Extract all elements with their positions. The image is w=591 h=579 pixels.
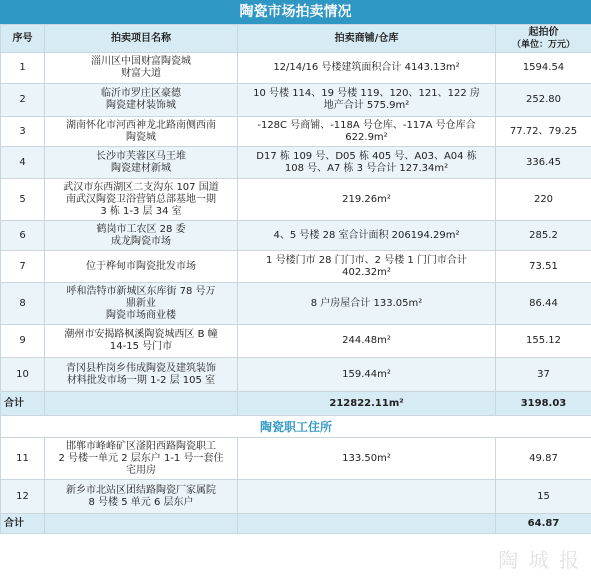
total-row-2 [1,514,591,534]
table-row [1,179,591,221]
cell-price: 15 [496,480,591,514]
section-row [1,416,591,438]
total-row [1,392,591,416]
table-row [1,438,591,480]
cell-project: 邯郸市峰峰矿区滏阳西路陶瓷职工 2 号楼一单元 2 层东户 1-1 号一套住 宅用房 [45,438,238,480]
cell-project: 潮州市安揭路枫溪陶瓷城西区 B 幢 14-15 号门市 [45,325,238,358]
cell-no: 4 [1,147,45,179]
cell-project: 淄川区中国财富陶瓷城 财富大道 [45,53,238,84]
total-shop: 212822.11m² [238,392,496,416]
cell-price: 285.2 [496,221,591,251]
cell-shop: 244.48m² [238,325,496,358]
table-row [1,251,591,283]
cell-project: 长沙市芙蓉区马王堆 陶瓷建材新城 [45,147,238,179]
cell-project: 位于桦甸市陶瓷批发市场 [45,251,238,283]
cell-shop: D17 栋 109 号、D05 栋 405 号、A03、A04 栋 108 号、A7 栋 3 号合计 127.34m² [238,147,496,179]
cell-shop: 8 户房屋合计 133.05m² [238,283,496,325]
cell-no: 12 [1,480,45,514]
cell-project: 武汉市东西湖区二支沟东 107 国道 南武汉陶瓷卫浴营销总部基地一期 3 栋 1-3 层 34 室 [45,179,238,221]
header-price-label: 起拍价 [528,26,559,38]
total2-shop [238,514,496,534]
cell-price: 1594.54 [496,53,591,84]
cell-shop: 219.26m² [238,179,496,221]
cell-no: 2 [1,84,45,117]
total2-price: 64.87 [496,514,591,534]
cell-price: 37 [496,358,591,392]
cell-no: 1 [1,53,45,84]
cell-shop: 12/14/16 号楼建筑面积合计 4143.13m² [238,53,496,84]
total-price: 3198.03 [496,392,591,416]
table-row [1,480,591,514]
header-shop: 拍卖商铺/仓库 [238,25,496,53]
cell-project: 青冈县柞岗乡伟成陶瓷及建筑装饰 材料批发市场一期 1-2 层 105 室 [45,358,238,392]
cell-price: 155.12 [496,325,591,358]
cell-no: 6 [1,221,45,251]
table-row [1,53,591,84]
header-no: 序号 [1,25,45,53]
cell-shop: 133.50m² [238,438,496,480]
cell-no: 11 [1,438,45,480]
cell-price: 252.80 [496,84,591,117]
cell-shop: 10 号楼 114、19 号楼 119、120、121、122 房 地产合计 575.9m² [238,84,496,117]
cell-no: 8 [1,283,45,325]
cell-price: 49.87 [496,438,591,480]
header-project: 拍卖项目名称 [45,25,238,53]
cell-price: 77.72、79.25 [496,117,591,147]
total2-label: 合计 [1,514,45,534]
header-price-unit: （单位：万元） [511,39,575,50]
table-row [1,325,591,358]
cell-shop: 1 号楼门市 28 门门市、2 号楼 1 门门市合计 402.32m² [238,251,496,283]
cell-project: 临沂市罗庄区豪德 陶瓷建材装饰城 [45,84,238,117]
table-row [1,221,591,251]
cell-no: 5 [1,179,45,221]
cell-price: 86.44 [496,283,591,325]
cell-project: 呼和浩特市新城区东库街 78 号万 鼎新业 陶瓷市场商业楼 [45,283,238,325]
auction-table [0,24,591,534]
total2-empty [45,514,238,534]
header-row [1,25,591,53]
section-title: 陶瓷职工住所 [1,416,591,438]
cell-price: 336.45 [496,147,591,179]
table-row [1,84,591,117]
cell-project: 湖南怀化市河西神龙北路南侧西南 陶瓷城 [45,117,238,147]
cell-shop: 159.44m² [238,358,496,392]
watermark: 陶 城 报 [498,548,581,572]
cell-price: 220 [496,179,591,221]
header-price [496,25,591,53]
total-label: 合计 [1,392,45,416]
cell-price: 73.51 [496,251,591,283]
table-row [1,117,591,147]
page-title: 陶瓷市场拍卖情况 [0,0,591,24]
cell-project: 新乡市北站区团结路陶瓷厂家属院 8 号楼 5 单元 6 层东户 [45,480,238,514]
cell-no: 10 [1,358,45,392]
total-empty [45,392,238,416]
cell-no: 3 [1,117,45,147]
cell-shop: 4、5 号楼 28 室合计面积 206194.29m² [238,221,496,251]
table-row [1,283,591,325]
table-row [1,358,591,392]
cell-shop: -128C 号商铺、-118A 号仓库、-117A 号仓库合 622.9m² [238,117,496,147]
cell-no: 9 [1,325,45,358]
table-row [1,147,591,179]
cell-no: 7 [1,251,45,283]
cell-project: 鹤岗市工农区 28 委 成龙陶瓷市场 [45,221,238,251]
cell-shop [238,480,496,514]
